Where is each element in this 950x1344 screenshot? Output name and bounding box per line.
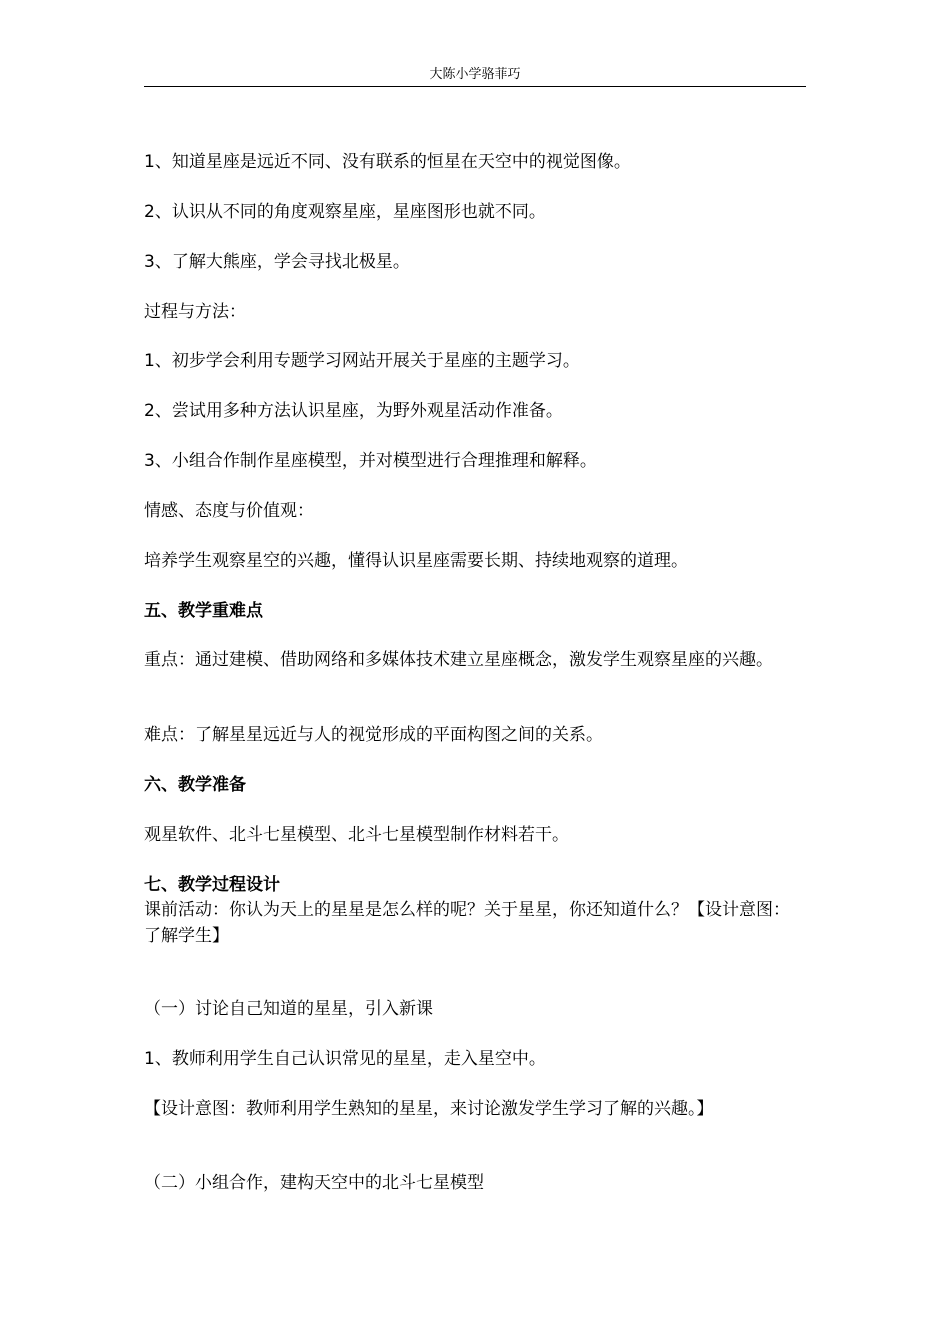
section-heading-6: 六、教学准备 — [144, 775, 246, 795]
paragraph-values: 培养学生观察星空的兴趣，懂得认识星座需要长期、持续地观察的道理。 — [144, 551, 688, 571]
paragraph-method-3: 3、小组合作制作星座模型，并对模型进行合理推理和解释。 — [144, 451, 597, 471]
subheading-process-methods: 过程与方法： — [144, 302, 246, 322]
paragraph-goal-2: 2、认识从不同的角度观察星座，星座图形也就不同。 — [144, 202, 546, 222]
paragraph-method-2: 2、尝试用多种方法认识星座，为野外观星活动作准备。 — [144, 401, 563, 421]
section-heading-5: 五、教学重难点 — [144, 601, 263, 621]
paragraph-design-intent: 【设计意图：教师利用学生熟知的星星，来讨论激发学生学习了解的兴趣。】 — [144, 1099, 714, 1119]
paragraph-goal-1: 1、知道星座是远近不同、没有联系的恒星在天空中的视觉图像。 — [144, 152, 631, 172]
subheading-emotion-values: 情感、态度与价值观： — [144, 501, 314, 521]
paragraph-key-point: 重点：通过建模、借助网络和多媒体技术建立星座概念，激发学生观察星座的兴趣。 — [144, 650, 773, 670]
paragraph-goal-3: 3、了解大熊座，学会寻找北极星。 — [144, 252, 410, 272]
header-divider — [144, 86, 806, 87]
paragraph-difficult-point: 难点：了解星星远近与人的视觉形成的平面构图之间的关系。 — [144, 725, 603, 745]
paragraph-step-1: 1、教师利用学生自己认识常见的星星，走入星空中。 — [144, 1049, 546, 1069]
subsection-heading-2: （二）小组合作，建构天空中的北斗七星模型 — [144, 1173, 484, 1193]
page-header: 大陈小学骆菲巧 — [429, 67, 521, 82]
paragraph-pre-activity: 课前活动：你认为天上的星星是怎么样的呢？关于星星，你还知道什么？【设计意图：了解学生】 — [144, 900, 790, 946]
paragraph-materials: 观星软件、北斗七星模型、北斗七星模型制作材料若干。 — [144, 825, 569, 845]
subsection-heading-1: （一）讨论自己知道的星星，引入新课 — [144, 999, 433, 1019]
paragraph-method-1: 1、初步学会利用专题学习网站开展关于星座的主题学习。 — [144, 351, 580, 371]
section-heading-7: 七、教学过程设计 — [144, 875, 280, 895]
